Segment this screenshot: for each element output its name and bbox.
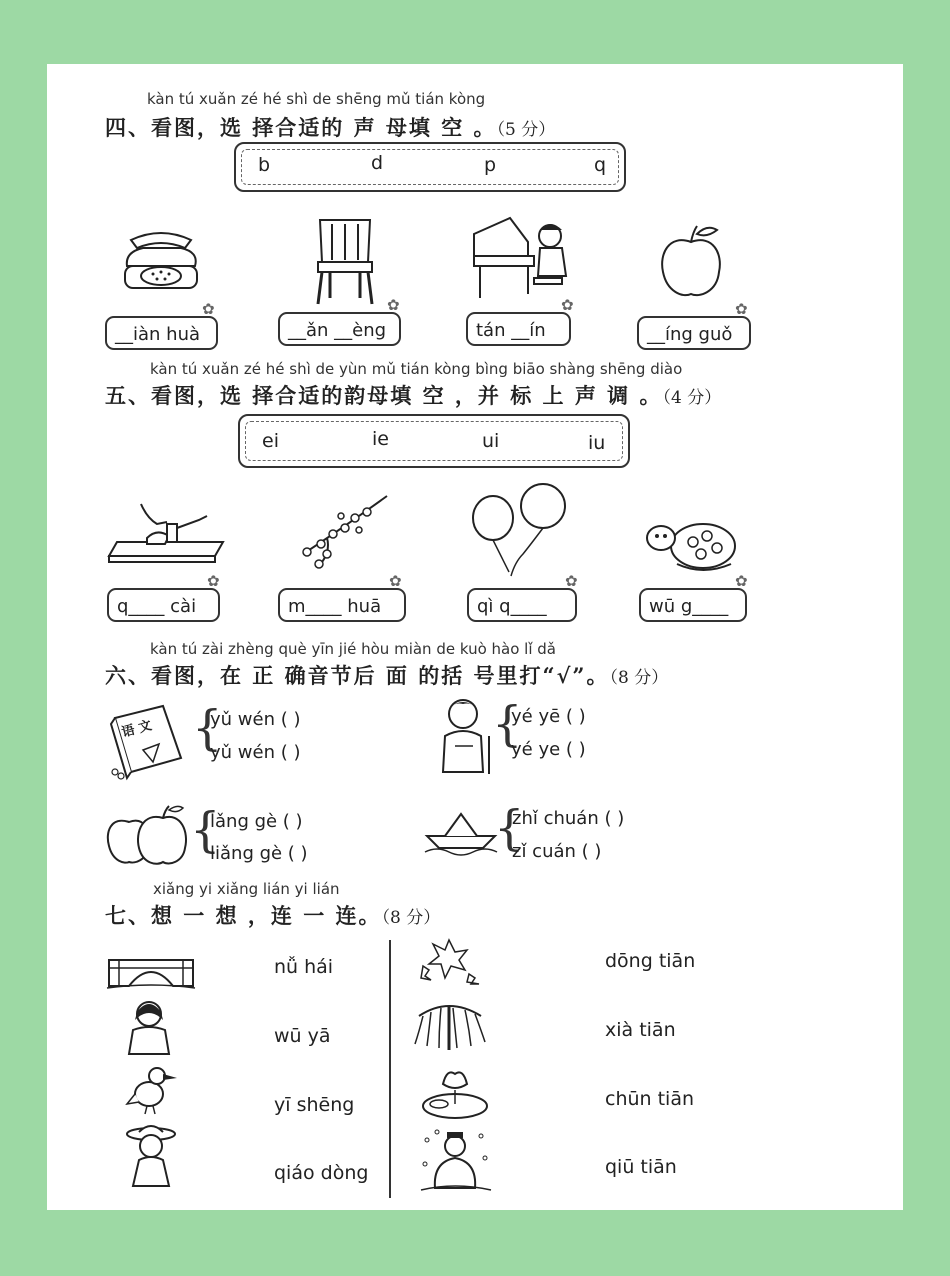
option-p[interactable]: p (484, 154, 497, 176)
answer-chair[interactable]: __ǎn __èng (278, 312, 401, 346)
answer-piano[interactable]: tán __ín (466, 312, 571, 346)
choice-liangge-1[interactable]: lǎng gè ( ) (210, 811, 303, 832)
right-word-3[interactable]: chūn tiān (605, 1088, 695, 1110)
sec7-pinyin: xiǎng yi xiǎng lián yi lián (153, 880, 340, 898)
divider (389, 940, 391, 1198)
choice-yeye-1[interactable]: yé yē ( ) (511, 706, 586, 727)
sec6-pinyin: kàn tú zài zhèng què yīn jié hòu miàn de kuò hào lǐ dǎ (150, 640, 556, 658)
option-d[interactable]: d (371, 152, 384, 174)
flower-sprig-icon: ✿ (387, 296, 400, 314)
girl-icon (125, 998, 173, 1056)
flower-sprig-icon: ✿ (202, 300, 215, 318)
right-word-1[interactable]: dōng tiān (605, 950, 696, 972)
crow-icon (127, 1064, 179, 1116)
answer-turtle[interactable]: wū g____ (639, 588, 747, 622)
brace: { (192, 700, 223, 756)
worksheet-page (47, 64, 903, 1210)
choice-zhichuan-2[interactable]: zǐ cuán ( ) (512, 841, 602, 862)
option-ei[interactable]: ei (262, 430, 279, 452)
sec7-title: 七、想 一 想 ，连 一 连。（8 分） (105, 903, 441, 928)
left-word-4[interactable]: qiáo dòng (274, 1162, 369, 1184)
option-q[interactable]: q (594, 154, 607, 176)
balloons-icon (471, 484, 569, 584)
telephone-icon (121, 230, 201, 298)
sec4-title: 四、看图，选 择合适的 声 母填 空 。（5 分） (105, 115, 556, 140)
two-apples-icon (105, 804, 191, 866)
piano-icon (470, 216, 570, 302)
option-ui[interactable]: ui (482, 430, 500, 452)
flower-sprig-icon: ✿ (735, 300, 748, 318)
left-word-1[interactable]: nǚ hái (274, 956, 334, 978)
brace: { (492, 696, 523, 752)
answer-telephone[interactable]: __iàn huà (105, 316, 218, 350)
choice-yuwen-1[interactable]: yǔ wén ( ) (210, 709, 301, 730)
flower-branch-icon (297, 492, 393, 574)
sec6-title: 六、看图，在 正 确音节后 面 的括 号里打“√”。（8 分） (105, 663, 669, 688)
flower-sprig-icon: ✿ (207, 572, 220, 590)
paper-boat-icon (423, 812, 499, 858)
answer-cutting[interactable]: q____ cài (107, 588, 220, 622)
turtle-icon (643, 516, 743, 582)
chair-icon (312, 216, 378, 306)
choice-liangge-2[interactable]: liǎng gè ( ) (210, 843, 308, 864)
brace: { (494, 800, 525, 856)
flower-sprig-icon: ✿ (389, 572, 402, 590)
right-word-2[interactable]: xià tiān (605, 1019, 676, 1041)
cutting-board-icon (107, 498, 225, 570)
apple-icon (659, 224, 723, 300)
flower-sprig-icon: ✿ (735, 572, 748, 590)
lotus-pond-icon (421, 1064, 489, 1120)
answer-flower[interactable]: m____ huā (278, 588, 406, 622)
sec5-option-box (238, 414, 630, 468)
answer-balloon[interactable]: qì q____ (467, 588, 577, 622)
sec4-pinyin: kàn tú xuǎn zé hé shì de shēng mǔ tián kòng (147, 90, 486, 108)
chinese-book-icon (109, 704, 193, 780)
grandpa-icon (437, 696, 497, 776)
answer-apple[interactable]: __íng guǒ (637, 316, 751, 350)
snowman-icon (421, 1128, 491, 1194)
flower-sprig-icon: ✿ (561, 296, 574, 314)
choice-zhichuan-1[interactable]: zhǐ chuán ( ) (512, 808, 625, 829)
option-ie[interactable]: ie (372, 428, 389, 450)
sec5-title: 五、看图，选 择合适的韵母填 空 ，并 标 上 声 调 。（4 分） (105, 383, 722, 408)
bridge-icon (107, 946, 195, 990)
right-word-4[interactable]: qiū tiān (605, 1156, 677, 1178)
left-word-2[interactable]: wū yā (274, 1025, 331, 1047)
doctor-girl-icon (123, 1124, 179, 1190)
option-b[interactable]: b (258, 154, 271, 176)
choice-yuwen-2[interactable]: yǔ wén ( ) (210, 742, 301, 763)
flower-sprig-icon: ✿ (565, 572, 578, 590)
brace: { (190, 802, 221, 858)
autumn-leaves-icon (419, 936, 483, 986)
option-iu[interactable]: iu (588, 432, 606, 454)
sec5-pinyin: kàn tú xuǎn zé hé shì de yùn mǔ tián kòng bìng biāo shàng shēng diào (150, 360, 683, 378)
book-label: 语 文 (120, 718, 154, 741)
willow-tree-icon (409, 996, 491, 1052)
choice-yeye-2[interactable]: yé ye ( ) (511, 739, 586, 760)
sec4-option-box (234, 142, 626, 192)
left-word-3[interactable]: yī shēng (274, 1094, 355, 1116)
